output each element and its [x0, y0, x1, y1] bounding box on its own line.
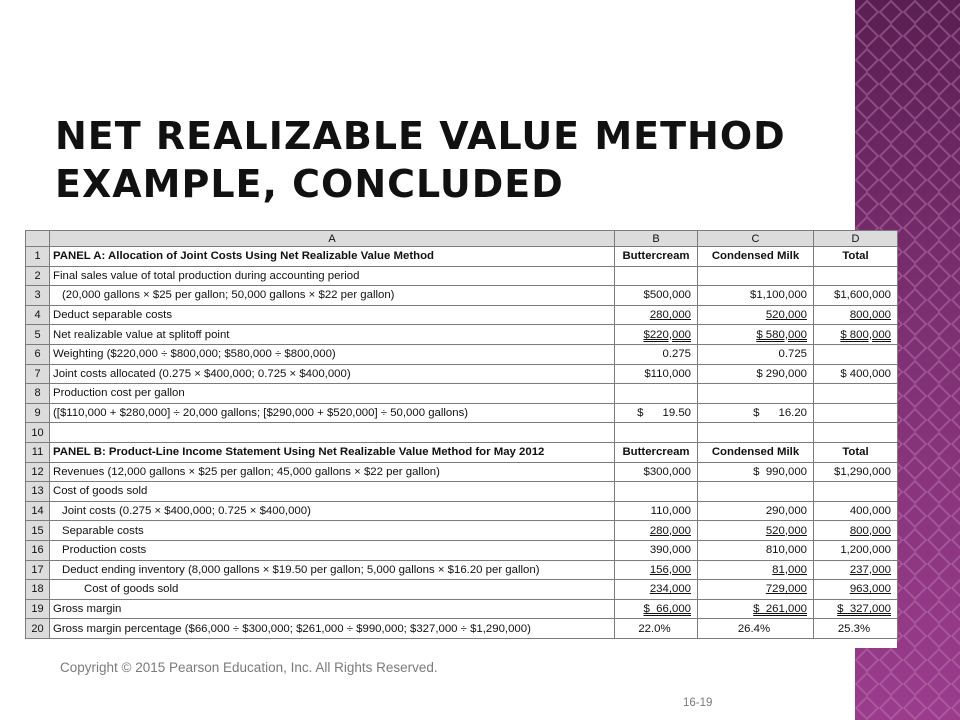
row-label: Deduct separable costs	[50, 305, 615, 325]
cell-condensed-milk: 0.725	[698, 344, 814, 364]
column-label-condensed-milk: Condensed Milk	[698, 442, 814, 462]
cell-total: 800,000	[814, 521, 898, 541]
cell-total: $ 800,000	[814, 325, 898, 345]
cell-total	[814, 423, 898, 443]
cell-total: 800,000	[814, 305, 898, 325]
cell-condensed-milk: 729,000	[698, 580, 814, 600]
row-label: ([$110,000 + $280,000] ÷ 20,000 gallons; [$290,000 + $520,000] ÷ 50,000 gallons)	[50, 403, 615, 423]
cell-total: $1,290,000	[814, 462, 898, 482]
table-row	[26, 521, 898, 541]
cell-condensed-milk: 520,000	[698, 521, 814, 541]
row-label: Weighting ($220,000 ÷ $800,000; $580,000 ÷ $800,000)	[50, 344, 615, 364]
row-label: Production cost per gallon	[50, 384, 615, 404]
table-row	[26, 619, 898, 639]
row-number: 11	[26, 442, 50, 462]
column-label-total: Total	[814, 442, 898, 462]
row-number: 5	[26, 325, 50, 345]
cell-buttercream: $ 66,000	[615, 599, 698, 619]
spreadsheet-image	[25, 230, 897, 648]
cell-buttercream: $500,000	[615, 286, 698, 306]
row-label: Cost of goods sold	[50, 580, 615, 600]
table-row	[26, 423, 898, 443]
table-row	[26, 266, 898, 286]
cell-buttercream: $220,000	[615, 325, 698, 345]
cell-total: 237,000	[814, 560, 898, 580]
row-label: Gross margin percentage ($66,000 ÷ $300,000; $261,000 ÷ $990,000; $327,000 ÷ $1,290,000)	[50, 619, 615, 639]
table-row	[26, 305, 898, 325]
cell-buttercream: 22.0%	[615, 619, 698, 639]
cell-buttercream: 234,000	[615, 580, 698, 600]
cell-condensed-milk	[698, 423, 814, 443]
cell-condensed-milk: $ 580,000	[698, 325, 814, 345]
row-label: Separable costs	[50, 521, 615, 541]
cell-buttercream: 390,000	[615, 540, 698, 560]
table-row	[26, 501, 898, 521]
row-number: 1	[26, 247, 50, 267]
cell-condensed-milk: 290,000	[698, 501, 814, 521]
column-header-d: D	[814, 231, 898, 247]
row-label: Cost of goods sold	[50, 482, 615, 502]
cell-total	[814, 344, 898, 364]
row-label: Final sales value of total production during accounting period	[50, 266, 615, 286]
page-number: 16-19	[683, 697, 713, 709]
cell-buttercream: 156,000	[615, 560, 698, 580]
column-header-row	[26, 231, 898, 247]
cell-buttercream: $ 19.50	[615, 403, 698, 423]
row-number: 10	[26, 423, 50, 443]
cell-total: 400,000	[814, 501, 898, 521]
row-number: 9	[26, 403, 50, 423]
row-number: 13	[26, 482, 50, 502]
table-row	[26, 482, 898, 502]
cell-condensed-milk: 81,000	[698, 560, 814, 580]
table-row	[26, 325, 898, 345]
table-row	[26, 364, 898, 384]
row-number: 16	[26, 540, 50, 560]
table-row	[26, 384, 898, 404]
cell-total: $ 327,000	[814, 599, 898, 619]
column-label-buttercream: Buttercream	[615, 247, 698, 267]
row-label: Production costs	[50, 540, 615, 560]
column-label-buttercream: Buttercream	[615, 442, 698, 462]
cell-buttercream: 110,000	[615, 501, 698, 521]
column-label-condensed-milk: Condensed Milk	[698, 247, 814, 267]
cell-buttercream	[615, 384, 698, 404]
table-row	[26, 580, 898, 600]
cell-condensed-milk: $ 990,000	[698, 462, 814, 482]
title-line-2: EXAMPLE, CONCLUDED	[55, 162, 564, 206]
cell-condensed-milk: $ 261,000	[698, 599, 814, 619]
row-number: 4	[26, 305, 50, 325]
copyright-notice: Copyright © 2015 Pearson Education, Inc. All Rights Reserved.	[60, 660, 438, 675]
cell-total	[814, 403, 898, 423]
corner-cell	[26, 231, 50, 247]
cell-buttercream: $300,000	[615, 462, 698, 482]
row-number: 12	[26, 462, 50, 482]
row-label: Net realizable value at splitoff point	[50, 325, 615, 345]
cell-condensed-milk	[698, 384, 814, 404]
cell-condensed-milk: 26.4%	[698, 619, 814, 639]
cell-condensed-milk: 810,000	[698, 540, 814, 560]
panel-b-heading: PANEL B: Product-Line Income Statement Using Net Realizable Value Method for May 2012	[50, 442, 615, 462]
table-row	[26, 442, 898, 462]
table-row	[26, 599, 898, 619]
cell-condensed-milk: 520,000	[698, 305, 814, 325]
cell-buttercream: 0.275	[615, 344, 698, 364]
cell-total: $1,600,000	[814, 286, 898, 306]
cell-total	[814, 384, 898, 404]
row-number: 6	[26, 344, 50, 364]
row-number: 20	[26, 619, 50, 639]
row-number: 3	[26, 286, 50, 306]
row-number: 14	[26, 501, 50, 521]
table-row	[26, 540, 898, 560]
row-number: 8	[26, 384, 50, 404]
column-header-b: B	[615, 231, 698, 247]
column-header-c: C	[698, 231, 814, 247]
table-row	[26, 403, 898, 423]
row-number: 7	[26, 364, 50, 384]
row-number: 15	[26, 521, 50, 541]
row-label: Deduct ending inventory (8,000 gallons × $19.50 per gallon; 5,000 gallons × $16.20 per gallon)	[50, 560, 615, 580]
column-header-a: A	[50, 231, 615, 247]
row-label: (20,000 gallons × $25 per gallon; 50,000 gallons × $22 per gallon)	[50, 286, 615, 306]
cell-condensed-milk	[698, 266, 814, 286]
cell-buttercream	[615, 266, 698, 286]
slide-title	[55, 112, 845, 208]
cell-buttercream	[615, 482, 698, 502]
row-number: 18	[26, 580, 50, 600]
cell-buttercream: $110,000	[615, 364, 698, 384]
row-label: Joint costs allocated (0.275 × $400,000; 0.725 × $400,000)	[50, 364, 615, 384]
table-row	[26, 247, 898, 267]
cell-condensed-milk: $ 16.20	[698, 403, 814, 423]
column-label-total: Total	[814, 247, 898, 267]
row-label: Revenues (12,000 gallons × $25 per gallon; 45,000 gallons × $22 per gallon)	[50, 462, 615, 482]
cell-condensed-milk	[698, 482, 814, 502]
table-row	[26, 286, 898, 306]
cell-total	[814, 266, 898, 286]
table-row	[26, 462, 898, 482]
cell-total: 1,200,000	[814, 540, 898, 560]
row-number: 2	[26, 266, 50, 286]
spreadsheet-table	[25, 230, 898, 639]
row-label	[50, 423, 615, 443]
cell-buttercream	[615, 423, 698, 443]
cell-total: 963,000	[814, 580, 898, 600]
row-label: Gross margin	[50, 599, 615, 619]
title-line-1: NET REALIZABLE VALUE METHOD	[55, 114, 786, 158]
panel-a-heading: PANEL A: Allocation of Joint Costs Using Net Realizable Value Method	[50, 247, 615, 267]
cell-total: 25.3%	[814, 619, 898, 639]
cell-condensed-milk: $1,100,000	[698, 286, 814, 306]
cell-buttercream: 280,000	[615, 521, 698, 541]
row-label: Joint costs (0.275 × $400,000; 0.725 × $400,000)	[50, 501, 615, 521]
cell-total	[814, 482, 898, 502]
cell-condensed-milk: $ 290,000	[698, 364, 814, 384]
cell-total: $ 400,000	[814, 364, 898, 384]
cell-buttercream: 280,000	[615, 305, 698, 325]
row-number: 19	[26, 599, 50, 619]
row-number: 17	[26, 560, 50, 580]
table-row	[26, 344, 898, 364]
table-row	[26, 560, 898, 580]
